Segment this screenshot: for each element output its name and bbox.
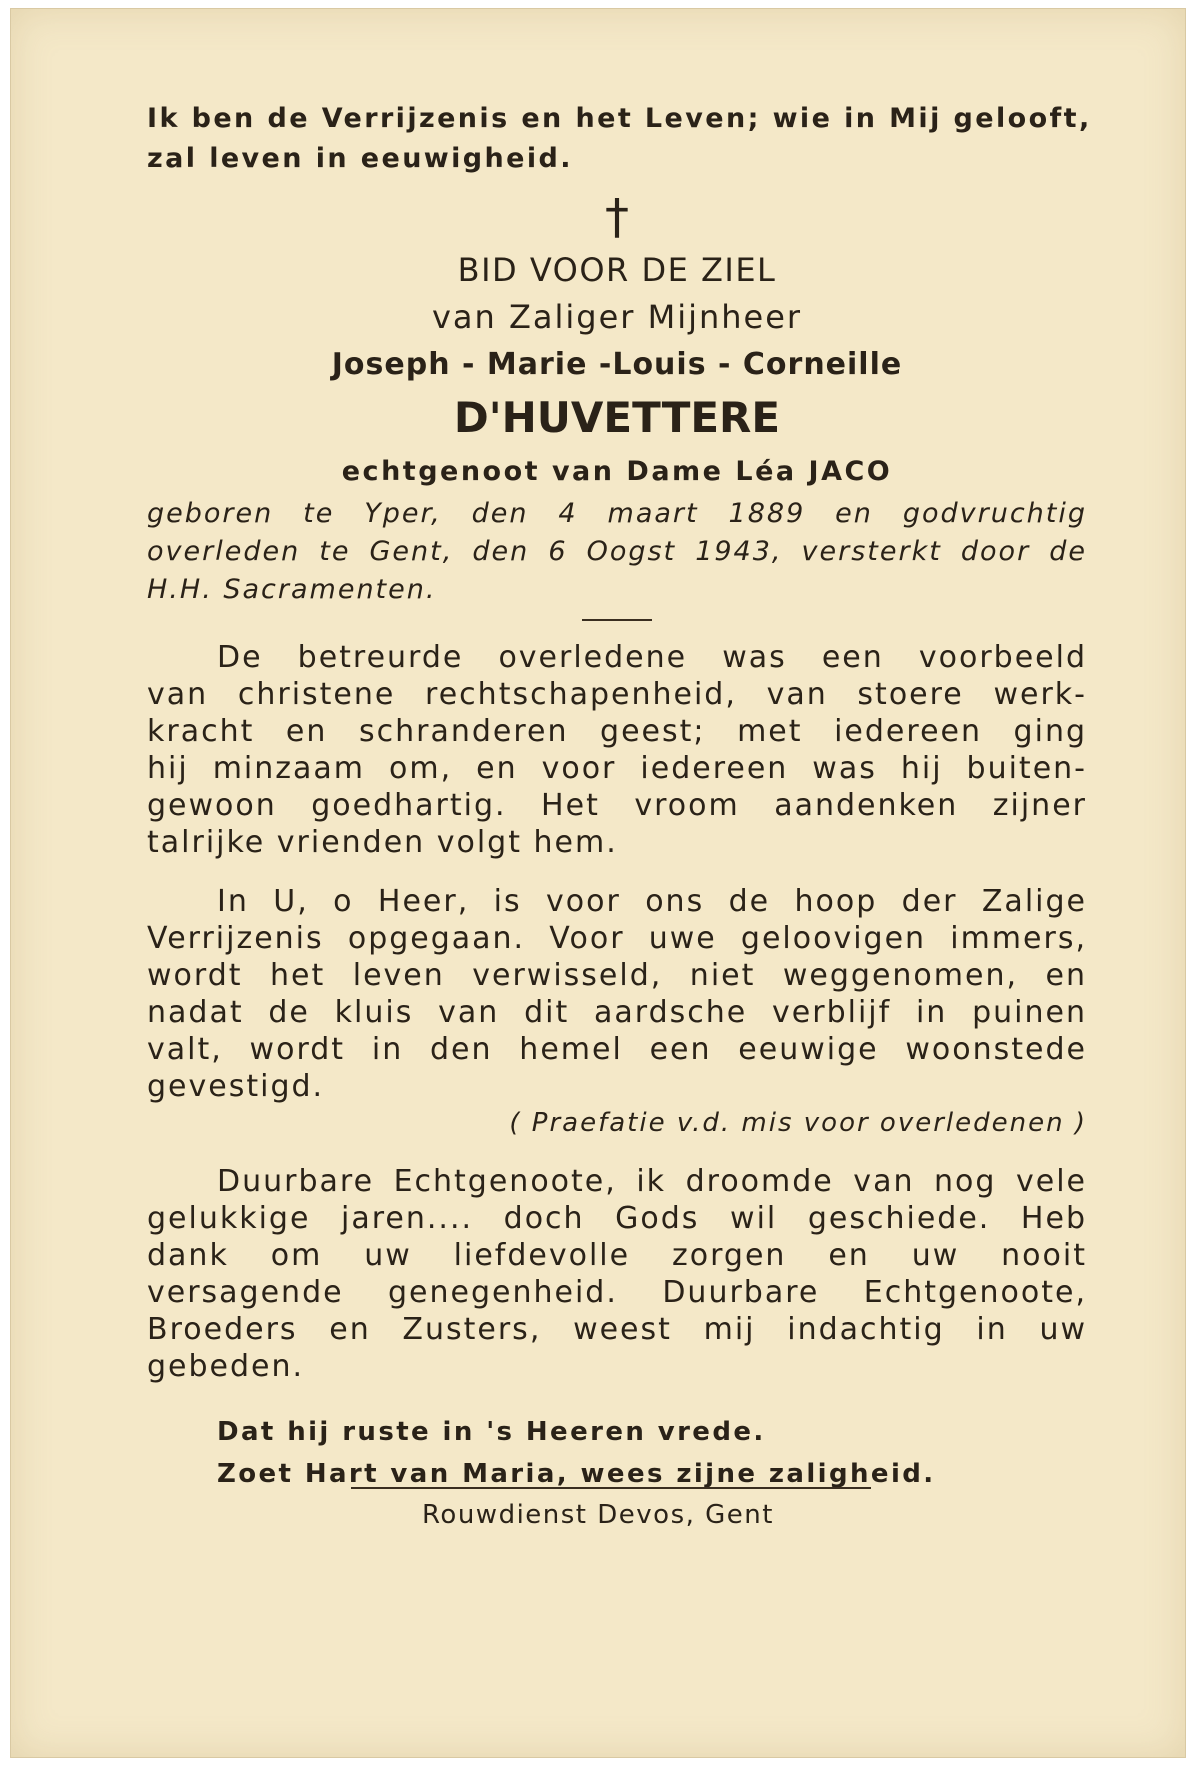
paragraph-line: valt, wordt in den hemel een eeuwige woonstede (147, 1032, 1087, 1067)
birth-death-line: geboren te Yper, den 4 maart 1889 en godvruchtig (147, 498, 1087, 529)
honorific: van Zaliger Mijnheer (431, 298, 803, 336)
quote-source: ( Praefatie v.d. mis voor overledenen ) (509, 1108, 1087, 1138)
epigraph-line: Ik ben de Verrijzenis en het Leven; wie in Mij gelooft, (147, 103, 1092, 134)
paragraph-line: talrijke vrienden volgt hem. (147, 825, 618, 860)
paragraph-line: gebeden. (147, 1349, 305, 1384)
spouse-line: echtgenoot van Dame Léa JACO (341, 456, 893, 487)
paragraph-line: kracht en schranderen geest; met iedereen ging (147, 714, 1087, 749)
liturgy-paragraph (147, 883, 1087, 1141)
paragraph-line: nadat de kluis van dit aardsche verblijf in puinen (147, 995, 1087, 1030)
paragraph-line: Verrijzenis opgegaan. Voor uwe geloovigen immers, (147, 921, 1087, 956)
section-divider (582, 619, 652, 621)
cross-icon: † (605, 189, 629, 245)
epigraph-line: zal leven in eeuwigheid. (147, 143, 573, 174)
paragraph-line: versagende genegenheid. Duurbare Echtgenoote, (147, 1275, 1087, 1310)
paragraph-line: Broeders en Zusters, weest mij indachtig in uw (147, 1312, 1087, 1347)
birth-death-details (147, 495, 1087, 609)
printer-credit: Rouwdienst Devos, Gent (422, 1500, 774, 1530)
prayer-heading: BID VOOR DE ZIEL (457, 251, 777, 289)
paragraph-line: dank om uw liefdevolle zorgen en uw nooit (147, 1238, 1087, 1273)
closing-prayer (147, 1411, 1087, 1495)
birth-death-line: overleden te Gent, den 6 Oogst 1943, versterkt door de (147, 536, 1087, 567)
given-names: Joseph - Marie -Louis - Corneille (331, 347, 903, 382)
paragraph-line: gelukkige jaren.... doch Gods wil geschiede. Heb (147, 1201, 1087, 1236)
closing-line: Dat hij ruste in 's Heeren vrede. (217, 1417, 766, 1447)
birth-death-line: H.H. Sacramenten. (147, 574, 437, 605)
card-content (147, 99, 1092, 1495)
paragraph-line: gewoon goedhartig. Het vroom aandenken zijner (147, 788, 1087, 823)
paragraph-line: De betreurde overledene was een voorbeeld (217, 640, 1087, 675)
footer-divider (351, 1487, 871, 1489)
tribute-paragraph (147, 639, 1087, 861)
closing-line: Zoet Hart van Maria, wees zijne zaligheid. (217, 1459, 936, 1489)
paragraph-line: Duurbare Echtgenoote, ik droomde van nog vele (217, 1164, 1087, 1199)
paragraph-line: van christene rechtschapenheid, van stoere werk- (147, 677, 1087, 712)
epigraph (147, 99, 1092, 179)
spouse-farewell-paragraph (147, 1163, 1087, 1385)
paragraph-line: In U, o Heer, is voor ons de hoop der Zalige (217, 884, 1087, 919)
paragraph-line: hij minzaam om, en voor iedereen was hij buiten- (147, 751, 1087, 786)
surname: D'HUVETTERE (453, 393, 781, 442)
paragraph-line: wordt het leven verwisseld, niet weggenomen, en (147, 958, 1087, 993)
memorial-card (10, 8, 1186, 1758)
paragraph-line: gevestigd. (147, 1069, 325, 1104)
